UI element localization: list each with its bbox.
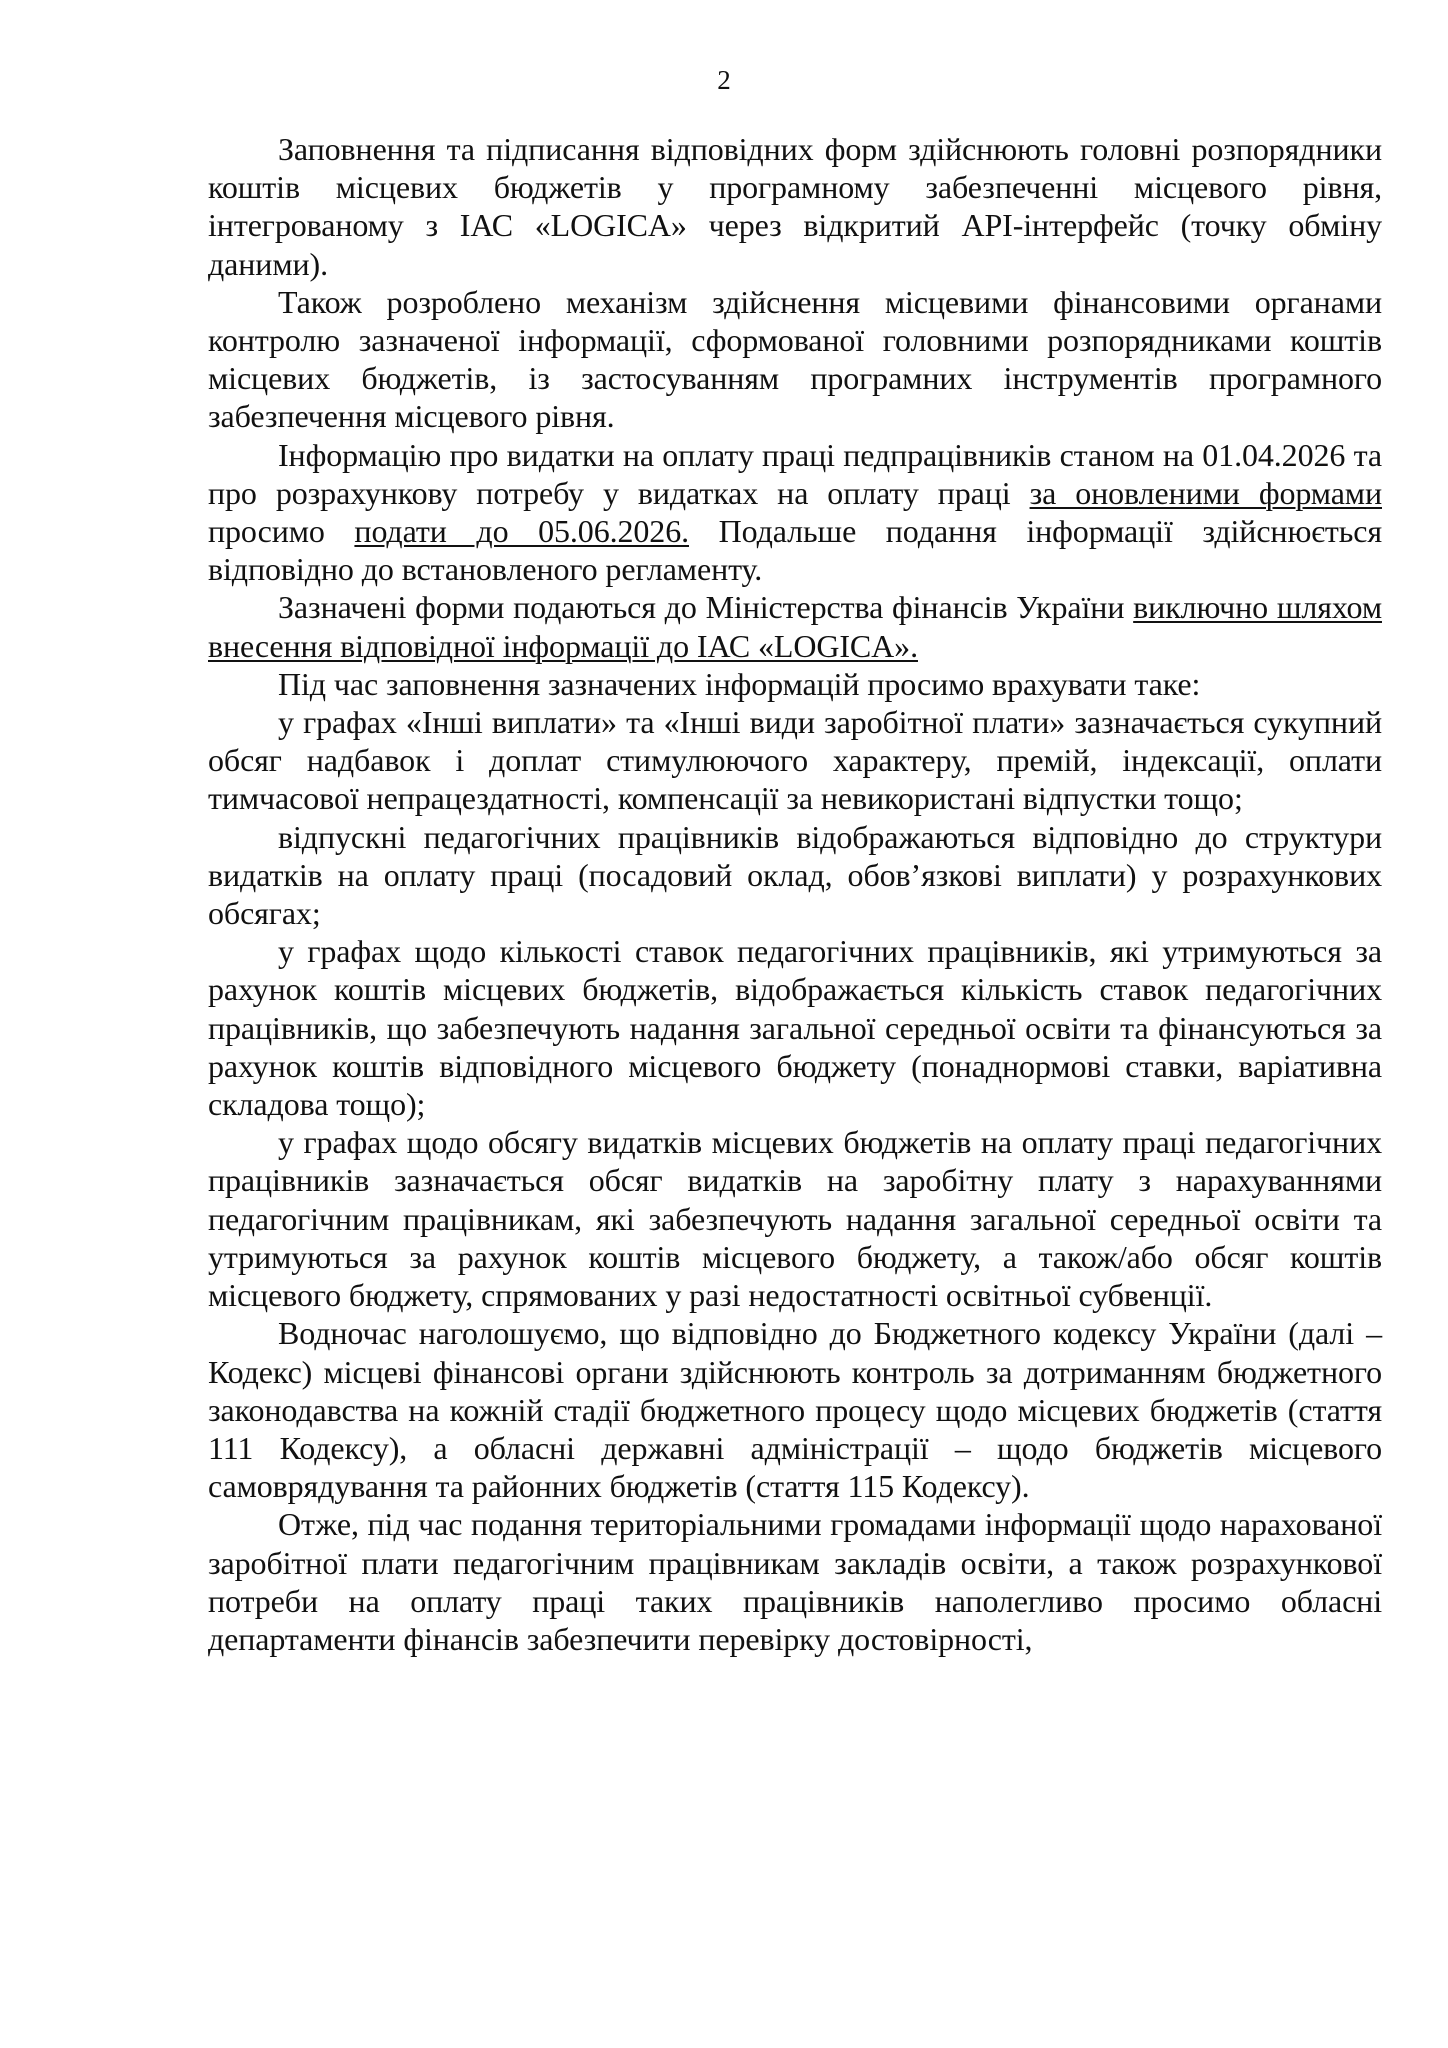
paragraph-control-mechanism: Також розроблено механізм здійснення місцевими фінансовими органами контролю зазначеної інформації, сформованої головними розпорядниками коштів місцевих бюджетів, із застосуванням програмних інструментів програмного забезпечення місцевого рівня. <box>208 283 1382 435</box>
underlined-deadline: подати до 05.06.2026. <box>354 513 689 550</box>
paragraph-text: Подальше подання інформації здійснюється відповідно до встановленого регламенту. <box>208 513 1382 588</box>
document-body <box>208 130 1382 1658</box>
paragraph-text: Інформацію про видатки на оплату праці педпрацівників станом на 01.04.2026 та про розрахункову потребу у видатках на оплату праці <box>208 436 1382 511</box>
paragraph-staff-rates: у графах щодо кількості ставок педагогічних працівників, які утримуються за рахунок коштів місцевих бюджетів, відображається кількість ставок педагогічних працівників, що забезпечують надання загальної середньої освіти та фінансуються за рахунок коштів відповідного місцевого бюджету (понаднормові ставки, варіативна складова тощо); <box>208 933 1382 1123</box>
paragraph-expenditure-volume: у графах щодо обсягу видатків місцевих бюджетів на оплату праці педагогічних працівників зазначається обсяг видатків на заробітну плату з нарахуваннями педагогічним працівникам, які забезпечують надання загальної середньої освіти та утримуються за рахунок коштів місцевого бюджету, а також/або обсяг коштів місцевого бюджету, спрямованих у разі недостатності освітньої субвенції. <box>208 1124 1382 1314</box>
paragraph-submission-deadline <box>208 436 1382 589</box>
page-number: 2 <box>717 65 731 95</box>
paragraph-submission-method <box>208 588 1382 664</box>
paragraph-text: просимо <box>208 513 355 550</box>
paragraph-other-payments: у графах «Інші виплати» та «Інші види заробітної плати» зазначається сукупний обсяг надбавок і доплат стимулюючого характеру, премій, індексації, оплати тимчасової непрацездатності, компенсації за невикористані відпустки тощо; <box>208 704 1382 817</box>
paragraph-instructions-intro: Під час заповнення зазначених інформацій просимо врахувати таке: <box>278 665 1201 702</box>
paragraph-forms-filling: Заповнення та підписання відповідних форм здійснюють головні розпорядники коштів місцевих бюджетів у програмному забезпеченні місцевого рівня, інтегрованому з ІАС «LOGICA» через відкритий API-інтерфейс (точку обміну даними). <box>208 131 1382 282</box>
paragraph-budget-code: Водночас наголошуємо, що відповідно до Бюджетного кодексу України (далі – Кодекс) місцеві фінансові органи здійснюють контроль за дотриманням бюджетного законодавства на кожній стадії бюджетного процесу щодо місцевих бюджетів (стаття 111 Кодексу), а обласні державні адміністрації – щодо бюджетів місцевого самоврядування та районних бюджетів (стаття 115 Кодексу). <box>208 1315 1382 1505</box>
underlined-text: за оновленими формами <box>1029 474 1382 511</box>
paragraph-text: Зазначені форми подаються до Міністерства фінансів України <box>278 589 1134 626</box>
paragraph-verification-request: Отже, під час подання територіальними громадами інформації щодо нарахованої заробітної плати педагогічним працівникам закладів освіти, а також розрахункової потреби на оплату праці таких працівників наполегливо просимо обласні департаменти фінансів забезпечити перевірку достовірності, <box>208 1506 1382 1657</box>
underlined-text: виключно шляхом внесення відповідної інформації до ІАС «LOGICA». <box>208 589 1382 664</box>
paragraph-vacation-pay: відпускні педагогічних працівників відображаються відповідно до структури видатків на оплату праці (посадовий оклад, обов’язкові виплати) у розрахункових обсягах; <box>208 818 1382 932</box>
